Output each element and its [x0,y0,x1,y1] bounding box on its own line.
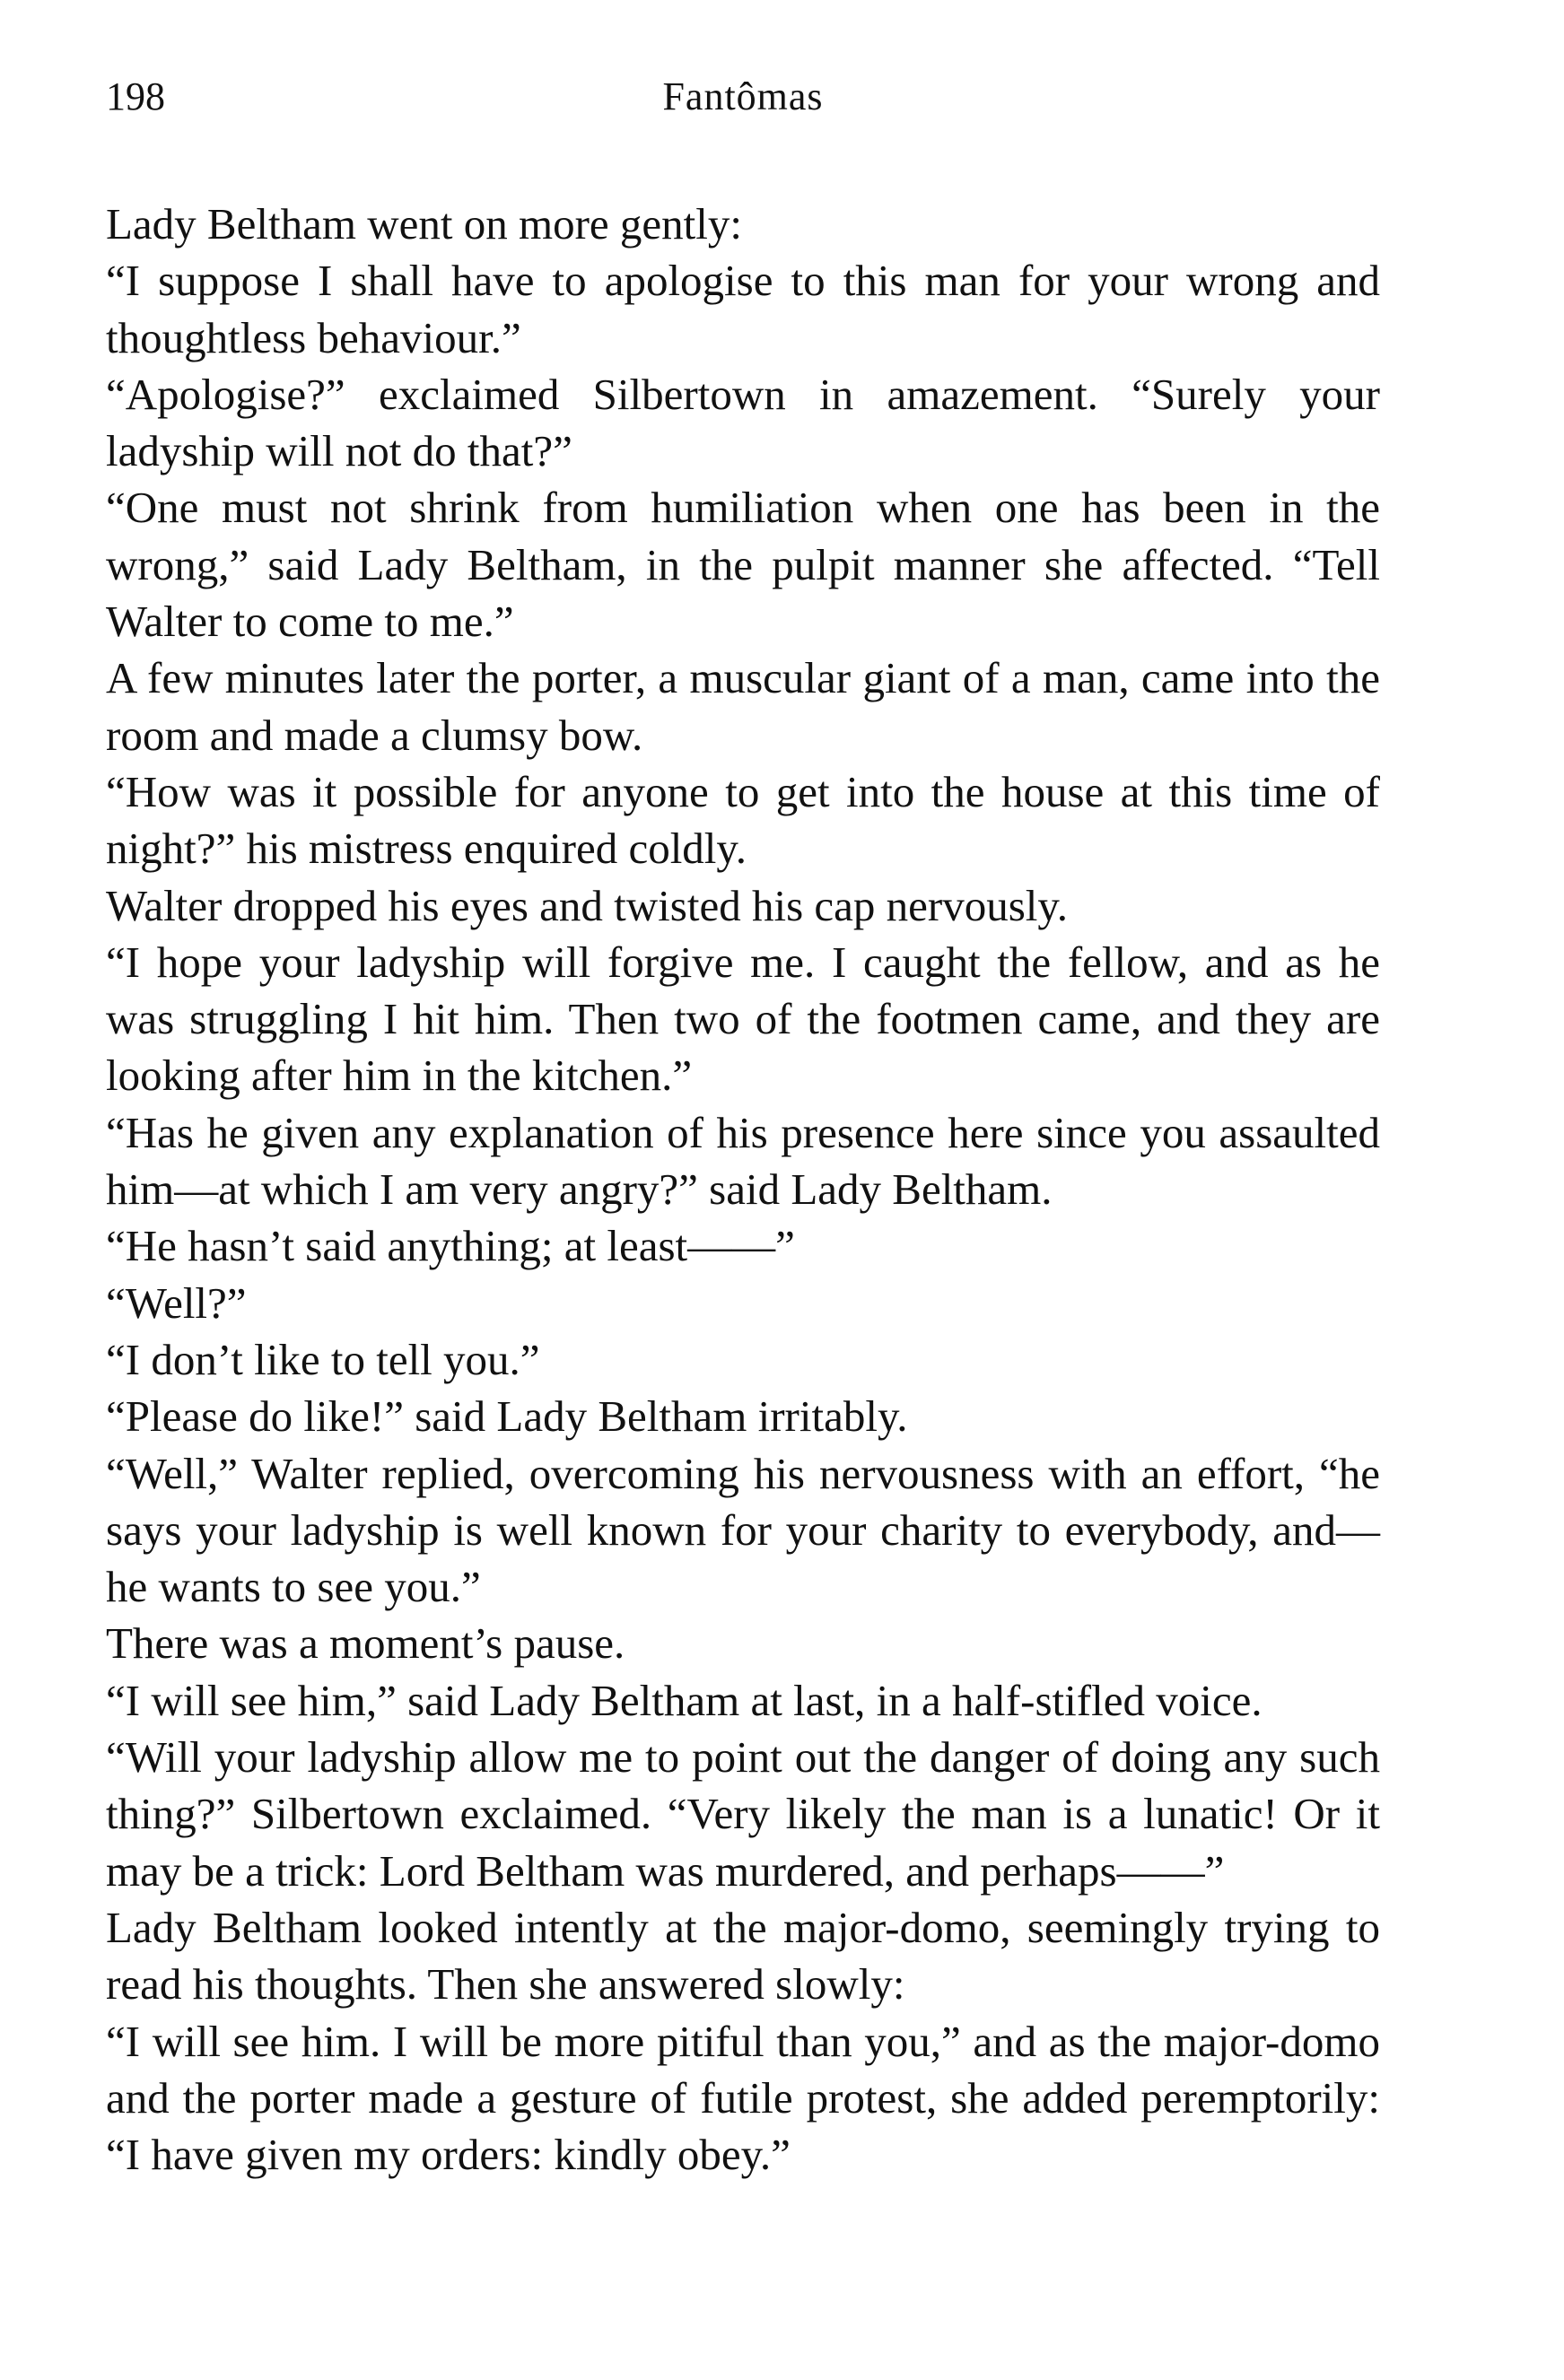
paragraph: There was a moment’s pause. [106,1618,625,1669]
paragraph: “One must not shrink from humiliation when one has been in the wrong,” said Lady Beltham, in the pulpit manner she affected. “Tell Walter to come to me.” [106,483,1380,647]
page-header [106,70,1380,124]
paragraph: “Apologise?” exclaimed Silbertown in amazement. “Surely your ladyship will not do that?” [106,369,1380,476]
paragraph: “I hope your ladyship will forgive me. I caught the fellow, and as he was struggling I hit him. Then two of the footmen came, and they are looking after him in the kitchen.” [106,937,1380,1101]
paragraph: A few minutes later the porter, a muscular giant of a man, came into the room and made a clumsy bow. [106,653,1380,760]
paragraph: “Please do like!” said Lady Beltham irritably. [106,1391,908,1442]
paragraph: Walter dropped his eyes and twisted his cap nervously. [106,880,1068,930]
paragraph: “I will see him,” said Lady Beltham at last, in a half-stifled voice. [106,1675,1263,1725]
paragraph: “Well,” Walter replied, overcoming his nervousness with an effort, “he says your ladyship is well known for your charity to everybody, and—he wants to see you.” [106,1448,1380,1612]
paragraph: “He hasn’t said anything; at least——” [106,1221,795,1271]
paragraph: Lady Beltham went on more gently: [106,199,742,248]
paragraph: “Has he given any explanation of his presence here since you assaulted him—at which I am very angry?” said Lady Beltham. [106,1107,1380,1215]
paragraph: “Will your ladyship allow me to point out the danger of doing any such thing?” Silbertown exclaimed. “Very likely the man is a lunatic! Or it may be a trick: Lord Beltham was murdered, and perhaps——” [106,1732,1380,1896]
paragraph: Lady Beltham looked intently at the major-domo, seemingly trying to read his thoughts. Then she answered slowly: [106,1902,1380,2009]
running-title: Fantômas [662,74,824,118]
paragraph: “I suppose I shall have to apologise to this man for your wrong and thoughtless behaviour.” [106,256,1380,362]
paragraph: “I will see him. I will be more pitiful than you,” and as the major-domo and the porter made a gesture of futile protest, she added peremptorily: “I have given my orders: kindly obey.” [106,2016,1380,2180]
body-text [106,196,1380,2183]
paragraph: “Well?” [106,1277,247,1328]
paragraph: “I don’t like to tell you.” [106,1334,540,1384]
page-number: 198 [106,74,165,118]
paragraph: “How was it possible for anyone to get into the house at this time of night?” his mistress enquired coldly. [106,766,1380,874]
